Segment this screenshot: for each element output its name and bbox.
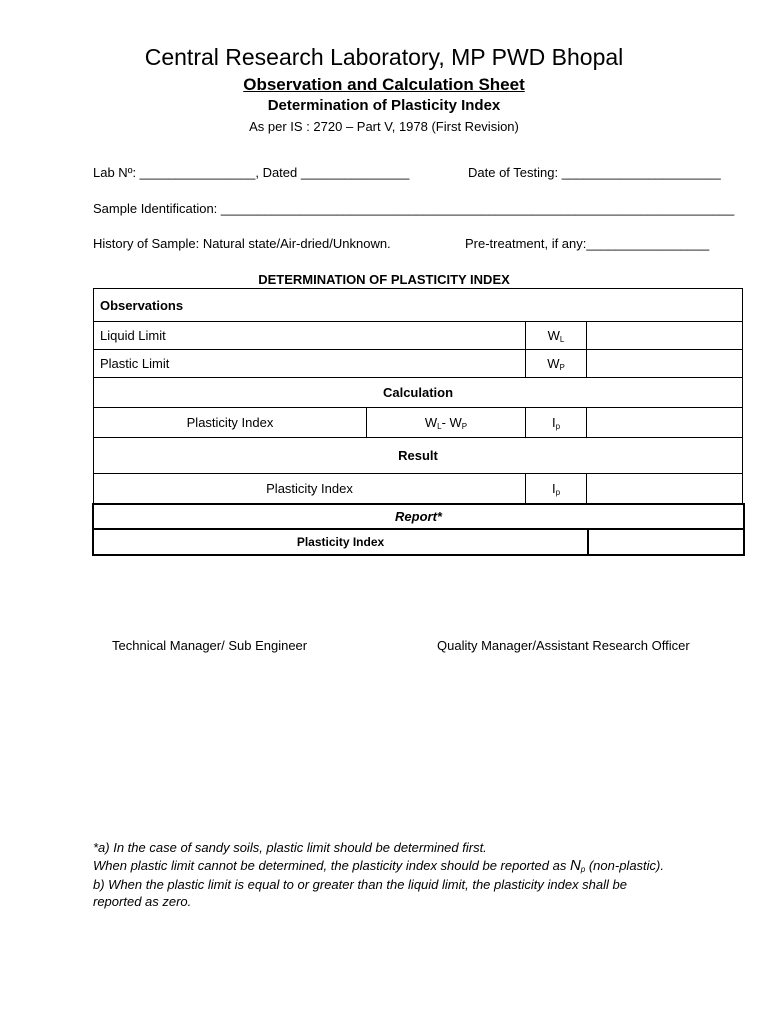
standard-reference: As per IS : 2720 – Part V, 1978 (First Revision) <box>249 119 519 134</box>
plasticity-index-formula: $W_L-$ $W_P$ <box>367 408 526 438</box>
report-value-cell[interactable] <box>588 529 744 555</box>
date-of-testing-field: Date of Testing: ______________________ <box>468 165 721 180</box>
result-value-row <box>94 474 743 504</box>
report-table <box>92 503 745 556</box>
result-row <box>94 438 743 474</box>
test-heading: Determination of Plasticity Index <box>267 97 501 114</box>
report-plasticity-index-label: Plasticity Index <box>93 529 588 555</box>
result-plasticity-index-label: Plasticity Index <box>94 474 526 504</box>
plasticity-index-calc-value-cell[interactable] <box>587 408 743 438</box>
calculation-row <box>94 378 743 408</box>
liquid-limit-row <box>94 322 743 350</box>
result-value-cell[interactable] <box>587 474 743 504</box>
section-title: DETERMINATION OF PLASTICITY INDEX <box>258 272 510 287</box>
result-ip-symbol: $I_p$ <box>526 474 587 504</box>
quality-manager-signature: Quality Manager/Assistant Research Officer <box>437 638 690 653</box>
result-label: Result <box>94 438 743 474</box>
note-b-line1: b) When the plastic limit is equal to or greater than the liquid limit, the plasticity index shall be <box>93 877 627 892</box>
plastic-limit-symbol: $W_P$ <box>526 350 587 378</box>
plasticity-index-table <box>93 288 743 504</box>
liquid-limit-value-cell[interactable] <box>587 322 743 350</box>
plastic-limit-row <box>94 350 743 378</box>
report-value-row <box>93 529 744 555</box>
calculation-label: Calculation <box>94 378 743 408</box>
report-label: Report* <box>93 504 744 529</box>
ip-symbol: $I_p$ <box>526 408 587 438</box>
page-title: Central Research Laboratory, MP PWD Bhopal <box>144 44 624 70</box>
liquid-limit-symbol: $W_L$ <box>526 322 587 350</box>
note-non-plastic: When plastic limit cannot be determined, the plasticity index should be reported as $N_p$ (non-plastic). <box>93 857 664 874</box>
pretreatment-field: Pre-treatment, if any:_________________ <box>465 236 710 251</box>
sheet-subtitle: Observation and Calculation Sheet <box>243 75 525 94</box>
observations-label: Observations <box>94 289 743 322</box>
sample-identification-field: Sample Identification: _______________________________________________________________________ <box>93 201 735 216</box>
plastic-limit-label: Plastic Limit <box>94 350 526 378</box>
plasticity-index-calc-row <box>94 408 743 438</box>
history-of-sample-field: History of Sample: Natural state/Air-dried/Unknown. <box>93 236 391 251</box>
plasticity-index-label: Plasticity Index <box>94 408 367 438</box>
note-b-line2: reported as zero. <box>93 894 192 909</box>
lab-number-field: Lab Nº: ________________, Dated _______________ <box>93 165 410 180</box>
plastic-limit-value-cell[interactable] <box>587 350 743 378</box>
liquid-limit-label: Liquid Limit <box>94 322 526 350</box>
report-row <box>93 504 744 529</box>
note-a: *a) In the case of sandy soils, plastic limit should be determined first. <box>93 840 487 855</box>
observations-row <box>94 289 743 322</box>
technical-manager-signature: Technical Manager/ Sub Engineer <box>112 638 308 653</box>
